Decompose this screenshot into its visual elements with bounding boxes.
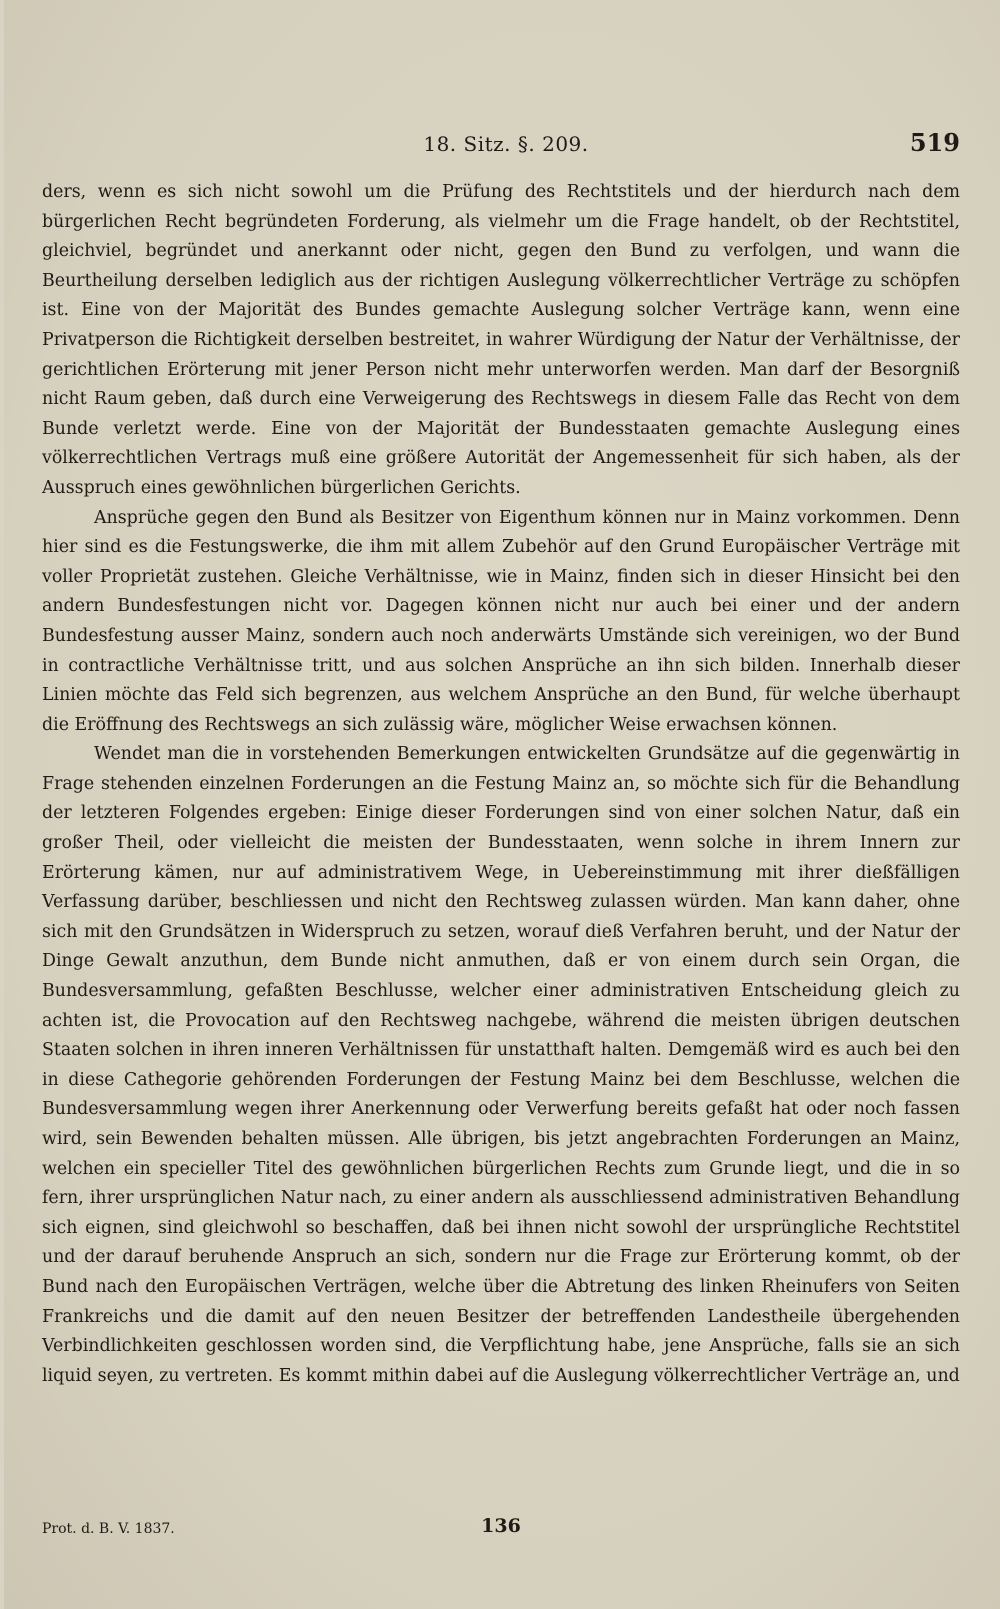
body-text — [42, 178, 960, 1391]
imprint-line: Prot. d. B. V. 1837. — [42, 1521, 175, 1537]
paragraph-2: Ansprüche gegen den Bund als Besitzer von Eigenthum können nur in Mainz vorkommen. Denn hier sind es die Festungswerke, die ihm mit allem Zubehör auf den Grund Europäischer Verträge mit voller Proprietät zustehen. Gleiche Verhältnisse, wie in Mainz, finden sich in dieser Hinsicht bei den andern Bundesfestungen nicht vor. Dagegen können nicht nur auch bei einer und der andern Bundesfestung ausser Mainz, sondern auch noch anderwärts Umstände sich vereinigen, wo der Bund in contractliche Verhältnisse tritt, und aus solchen Ansprüche an ihn sich bilden. Innerhalb dieser Linien möchte das Feld sich begrenzen, aus welchem Ansprüche an den Bund, für welche überhaupt die Eröffnung des Rechtswegs an sich zulässig wäre, möglicher Weise erwachsen können. — [42, 507, 960, 735]
book-page — [4, 0, 1000, 1609]
signature-mark: 136 — [481, 1515, 521, 1537]
page-footer — [42, 1513, 960, 1543]
running-head — [42, 128, 960, 164]
paragraph-1: ders, wenn es sich nicht sowohl um die Prüfung des Rechtstitels und der hierdurch nach dem bürgerlichen Recht begründeten Forderung, als vielmehr um die Frage handelt, ob der Rechtstitel, gleichviel, begründet und anerkannt oder nicht, gegen den Bund zu verfolgen, und wann die Beurtheilung derselben lediglich aus der richtigen Auslegung völkerrechtlicher Verträge zu schöpfen ist. Eine von der Majorität des Bundes gemachte Auslegung solcher Verträge kann, wenn eine Privatperson die Richtigkeit derselben bestreitet, in wahrer Würdigung der Natur der Verhältnisse, der gerichtlichen Erörterung mit jener Person nicht mehr unterworfen werden. Man darf der Besorgniß nicht Raum geben, daß durch eine Verweigerung des Rechtswegs in diesem Falle das Recht von dem Bunde verletzt werde. Eine von der Majorität der Bundesstaaten gemachte Auslegung eines völkerrechtlichen Vertrags muß eine größere Autorität der Angemessenheit für sich haben, als der Ausspruch eines gewöhnlichen bürgerlichen Gerichts. — [42, 182, 960, 498]
section-heading: 18. Sitz. §. 209. — [423, 132, 589, 156]
page-number: 519 — [909, 128, 960, 157]
paragraph-3: Wendet man die in vorstehenden Bemerkungen entwickelten Grundsätze auf die gegenwärtig in Frage stehenden einzelnen Forderungen an die Festung Mainz an, so möchte sich für die Behandlung der letzteren Folgendes ergeben: Einige dieser Forderungen sind von einer solchen Natur, daß ein großer Theil, oder vielleicht die meisten der Bundesstaaten, wenn solche in ihrem Innern zur Erörterung kämen, nur auf administrativem Wege, in Uebereinstimmung mit ihrer dießfälligen Verfassung darüber, beschliessen und nicht den Rechtsweg zulassen würden. Man kann daher, ohne sich mit den Grundsätzen in Widerspruch zu setzen, worauf dieß Verfahren beruht, und der Natur der Dinge Gewalt anzuthun, dem Bunde nicht anmuthen, daß er von einem durch sein Organ, die Bundesversammlung, gefaßten Beschlusse, welcher einer administrativen Entscheidung gleich zu achten ist, die Provocation auf den Rechtsweg nachgebe, während die meisten übrigen deutschen Staaten solchen in ihren inneren Verhältnissen für unstatthaft halten. Demgemäß wird es auch bei den in diese Cathegorie gehörenden Forderungen der Festung Mainz bei dem Beschlusse, welchen die Bundesversammlung wegen ihrer Anerkennung oder Verwerfung bereits gefaßt hat oder noch fassen wird, sein Bewenden behalten müssen. Alle übrigen, bis jetzt angebrachten Forderungen an Mainz, welchen ein specieller Titel des gewöhnlichen bürgerlichen Rechts zum Grunde liegt, und die in so fern, ihrer ursprünglichen Natur nach, zu einer andern als ausschliessend administrativen Behandlung sich eignen, sind gleichwohl so beschaffen, daß bei ihnen nicht sowohl der ursprüngliche Rechtstitel und der darauf beruhende Anspruch an sich, sondern nur die Frage zur Erörterung kommt, ob der Bund nach den Europäischen Verträgen, welche über die Abtretung des linken Rheinufers von Seiten Frankreichs und die damit auf den neuen Besitzer der betreffenden Landestheile übergehenden Verbindlichkeiten geschlossen worden sind, die Verpflichtung habe, jene Ansprüche, falls sie an sich liquid seyen, zu vertreten. Es kommt mithin dabei auf die Auslegung völkerrechtlicher Verträge an, und — [42, 744, 960, 1386]
